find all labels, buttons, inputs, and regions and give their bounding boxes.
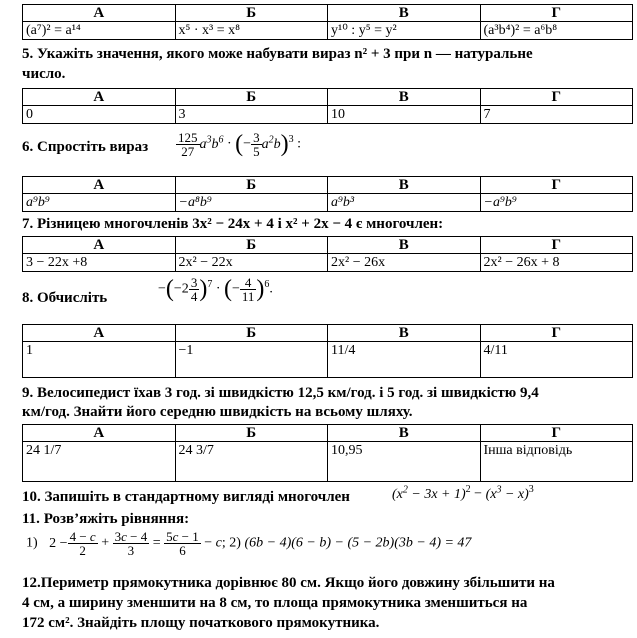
answer-d: 4/11	[480, 342, 633, 378]
answer-a: 24 1/7	[23, 442, 176, 482]
q11-equations: 1) 2 − $\frac{4 - c}{2}$ + $\frac{3c - 4}{3}$ = $\frac{5c - 1}{6}$ − c; 2) (6b − 4)(6 − b) − (5 − 2b)(3b − 4) = 47	[26, 529, 472, 558]
answer-table-q8	[22, 324, 633, 378]
header-a: А	[23, 5, 176, 22]
table-row	[23, 22, 633, 40]
question-6	[22, 137, 148, 157]
question-12-line-2: 4 см, а ширину зменшити на 8 см, то площа прямокутника зменшиться на	[22, 595, 528, 611]
table-header-row	[23, 425, 633, 442]
question-text: Запишіть в стандартному вигляді многочлен	[44, 489, 350, 505]
question-number: 12.	[22, 575, 41, 591]
answer-c: 2x² − 26x	[328, 254, 481, 272]
question-number: 7.	[22, 216, 34, 232]
question-text: Обчисліть	[37, 290, 108, 306]
table-row	[23, 194, 633, 212]
question-number: 6.	[22, 139, 34, 155]
question-9-continued: км/год. Знайти його середню швидкість на всьому шляху.	[22, 404, 413, 420]
header-c: В	[328, 425, 481, 442]
answer-c: a⁹b³	[328, 194, 481, 212]
table-row	[23, 254, 633, 272]
question-number: 5.	[22, 46, 34, 62]
header-d: Г	[480, 425, 633, 442]
answer-b: 2x² − 22x	[175, 254, 328, 272]
table-row	[23, 442, 633, 482]
answer-table-q9	[22, 424, 633, 482]
question-8	[22, 288, 107, 308]
question-5	[22, 44, 533, 64]
table-header-row	[23, 5, 633, 22]
answer-c: y¹⁰ : y⁵ = y²	[328, 22, 481, 40]
header-d: Г	[480, 5, 633, 22]
question-text: Укажіть значення, якого може набувати вираз n² + 3 при n — натуральне	[37, 46, 533, 62]
answer-b: 24 3/7	[175, 442, 328, 482]
answer-b: −a⁸b⁹	[175, 194, 328, 212]
answer-d: 7	[480, 106, 633, 124]
question-5-continued: число.	[22, 66, 66, 82]
answer-d: (a³b⁴)² = a⁶b⁸	[480, 22, 633, 40]
header-a: А	[23, 89, 176, 106]
equation-2: (6b − 4)(6 − b) − (5 − 2b)(3b − 4) = 47	[244, 535, 472, 551]
answer-table-q7	[22, 236, 633, 272]
header-d: Г	[480, 177, 633, 194]
answer-b: 3	[175, 106, 328, 124]
answer-table-q6	[22, 176, 633, 212]
table-row	[23, 106, 633, 124]
table-header-row	[23, 177, 633, 194]
question-12-line-3: 172 см². Знайдіть площу початкового прямокутника.	[22, 615, 380, 631]
header-c: В	[328, 237, 481, 254]
q8-expression: −(−2 $\frac{3}{4}$ )$^7$ · (− $\frac{4}{11}$ )$^6$.	[158, 275, 273, 304]
header-b: Б	[175, 237, 328, 254]
table-row	[23, 342, 633, 378]
answer-c: 10,95	[328, 442, 481, 482]
header-d: Г	[480, 89, 633, 106]
header-c: В	[328, 177, 481, 194]
answer-b: x⁵ · x³ = x⁸	[175, 22, 328, 40]
question-number: 11.	[22, 511, 40, 527]
answer-a: 1	[23, 342, 176, 378]
eq-label-2: 2)	[229, 535, 241, 551]
header-b: Б	[175, 5, 328, 22]
q10-expression: $(x^2 - 3x + 1)^2 - (x^3 - x)^3$	[392, 484, 534, 502]
question-9	[22, 383, 539, 403]
eq-label-1: 1)	[26, 535, 38, 551]
header-d: Г	[480, 237, 633, 254]
header-a: А	[23, 237, 176, 254]
question-11	[22, 509, 189, 529]
question-text: Різницею многочленів 3x² − 24x + 4 і x² + 2x − 4 є многочлен:	[37, 216, 444, 232]
header-c: В	[328, 325, 481, 342]
header-b: Б	[175, 325, 328, 342]
question-7	[22, 214, 443, 234]
header-c: В	[328, 5, 481, 22]
answer-a: a⁹b⁹	[23, 194, 176, 212]
answer-d: 2x² − 26x + 8	[480, 254, 633, 272]
header-c: В	[328, 89, 481, 106]
header-d: Г	[480, 325, 633, 342]
answer-b: −1	[175, 342, 328, 378]
answer-c: 10	[328, 106, 481, 124]
answer-c: 11/4	[328, 342, 481, 378]
answer-table-q5	[22, 88, 633, 124]
answer-d: −a⁹b⁹	[480, 194, 633, 212]
q6-expression: $\frac{125}{27}$ $a^3b^6$ · (− $\frac{3}{5}$ $a^2b)^3$ :	[178, 130, 301, 159]
question-number: 10.	[22, 489, 41, 505]
answer-d: Інша відповідь	[480, 442, 633, 482]
question-text: Спростіть вираз	[37, 139, 149, 155]
header-a: А	[23, 177, 176, 194]
answer-a: (a⁷)² = a¹⁴	[23, 22, 176, 40]
question-10	[22, 487, 350, 507]
question-text: Велосипедист їхав 3 год. зі швидкістю 12,5 км/год. і 5 год. зі швидкістю 9,4	[37, 385, 539, 401]
question-text: Розв’яжіть рівняння:	[43, 511, 190, 527]
header-a: А	[23, 325, 176, 342]
table-header-row	[23, 89, 633, 106]
answer-table-q4	[22, 4, 633, 40]
header-b: Б	[175, 177, 328, 194]
answer-a: 0	[23, 106, 176, 124]
answer-a: 3 − 22x +8	[23, 254, 176, 272]
question-number: 8.	[22, 290, 34, 306]
table-header-row	[23, 237, 633, 254]
question-12	[22, 573, 555, 593]
question-number: 9.	[22, 385, 34, 401]
table-header-row	[23, 325, 633, 342]
header-b: Б	[175, 425, 328, 442]
header-b: Б	[175, 89, 328, 106]
question-text-line-1: Периметр прямокутника дорівнює 80 см. Якщо його довжину збільшити на	[40, 575, 555, 591]
header-a: А	[23, 425, 176, 442]
